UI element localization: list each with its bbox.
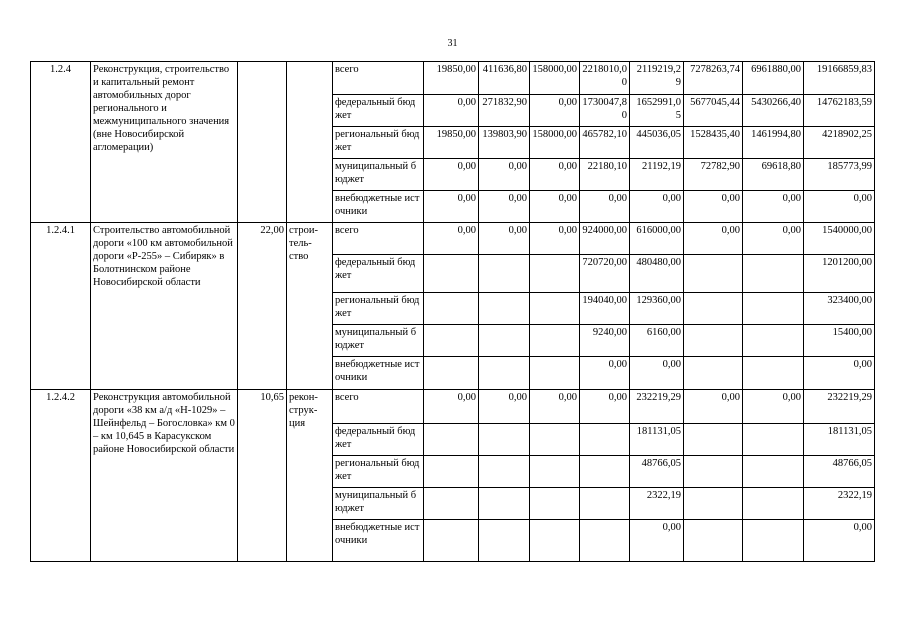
amount-cell: 4218902,25 (804, 127, 875, 159)
amount-cell (424, 357, 479, 390)
amount-cell: 465782,10 (580, 127, 630, 159)
amount-cell: 0,00 (804, 191, 875, 223)
amount-cell (684, 424, 743, 456)
amount-cell (424, 293, 479, 325)
item-length (238, 62, 287, 223)
amount-cell: 2119219,29 (630, 62, 684, 95)
amount-cell: 181131,05 (804, 424, 875, 456)
amount-cell: 1652991,05 (630, 95, 684, 127)
amount-cell (743, 424, 804, 456)
amount-cell: 323400,00 (804, 293, 875, 325)
amount-cell: 19850,00 (424, 62, 479, 95)
amount-cell: 0,00 (804, 520, 875, 562)
item-work-kind: рекон-струк-ция (287, 390, 333, 562)
amount-cell: 7278263,74 (684, 62, 743, 95)
amount-cell: 0,00 (479, 390, 530, 424)
item-code: 1.2.4.2 (31, 390, 91, 562)
amount-cell: 5677045,44 (684, 95, 743, 127)
funding-source-label: региональный бюджет (333, 456, 424, 488)
amount-cell: 0,00 (424, 159, 479, 191)
amount-cell: 924000,00 (580, 223, 630, 255)
amount-cell: 480480,00 (630, 255, 684, 293)
amount-cell: 0,00 (630, 191, 684, 223)
budget-table-body (31, 62, 875, 562)
amount-cell: 194040,00 (580, 293, 630, 325)
amount-cell (743, 325, 804, 357)
amount-cell: 0,00 (479, 191, 530, 223)
amount-cell: 0,00 (684, 191, 743, 223)
amount-cell (743, 357, 804, 390)
amount-cell (684, 488, 743, 520)
amount-cell (424, 424, 479, 456)
item-work-kind: строи-тель-ство (287, 223, 333, 390)
amount-cell: 0,00 (743, 223, 804, 255)
amount-cell: 48766,05 (630, 456, 684, 488)
amount-cell: 0,00 (479, 159, 530, 191)
amount-cell: 0,00 (530, 159, 580, 191)
funding-source-label: внебюджетные источники (333, 191, 424, 223)
amount-cell: 445036,05 (630, 127, 684, 159)
funding-source-label: всего (333, 390, 424, 424)
amount-cell: 0,00 (684, 390, 743, 424)
amount-cell: 0,00 (804, 357, 875, 390)
amount-cell (479, 293, 530, 325)
amount-cell: 158000,00 (530, 127, 580, 159)
amount-cell (530, 293, 580, 325)
amount-cell (580, 456, 630, 488)
amount-cell: 181131,05 (630, 424, 684, 456)
funding-source-label: региональный бюджет (333, 293, 424, 325)
amount-cell: 0,00 (630, 357, 684, 390)
amount-cell: 1730047,80 (580, 95, 630, 127)
funding-source-label: муниципальный бюджет (333, 488, 424, 520)
amount-cell: 139803,90 (479, 127, 530, 159)
amount-cell: 271832,90 (479, 95, 530, 127)
amount-cell (684, 357, 743, 390)
amount-cell (684, 293, 743, 325)
amount-cell: 19166859,83 (804, 62, 875, 95)
table-row (31, 62, 875, 95)
amount-cell: 2322,19 (804, 488, 875, 520)
amount-cell: 6961880,00 (743, 62, 804, 95)
amount-cell (424, 520, 479, 562)
amount-cell: 2322,19 (630, 488, 684, 520)
amount-cell: 21192,19 (630, 159, 684, 191)
amount-cell (424, 488, 479, 520)
amount-cell: 232219,29 (804, 390, 875, 424)
amount-cell (530, 325, 580, 357)
funding-source-label: муниципальный бюджет (333, 325, 424, 357)
amount-cell: 22180,10 (580, 159, 630, 191)
amount-cell: 69618,80 (743, 159, 804, 191)
amount-cell: 72782,90 (684, 159, 743, 191)
amount-cell (424, 456, 479, 488)
amount-cell (743, 456, 804, 488)
amount-cell (743, 255, 804, 293)
amount-cell: 0,00 (630, 520, 684, 562)
amount-cell (479, 357, 530, 390)
amount-cell (684, 456, 743, 488)
amount-cell: 411636,80 (479, 62, 530, 95)
amount-cell: 48766,05 (804, 456, 875, 488)
amount-cell (479, 424, 530, 456)
item-code: 1.2.4 (31, 62, 91, 223)
amount-cell: 0,00 (424, 191, 479, 223)
amount-cell: 15400,00 (804, 325, 875, 357)
funding-source-label: всего (333, 223, 424, 255)
amount-cell: 1201200,00 (804, 255, 875, 293)
amount-cell (580, 520, 630, 562)
amount-cell: 129360,00 (630, 293, 684, 325)
amount-cell: 6160,00 (630, 325, 684, 357)
amount-cell (530, 520, 580, 562)
amount-cell: 0,00 (424, 223, 479, 255)
amount-cell (580, 488, 630, 520)
amount-cell (530, 255, 580, 293)
amount-cell: 0,00 (743, 191, 804, 223)
amount-cell (743, 293, 804, 325)
table-row (31, 390, 875, 424)
amount-cell: 9240,00 (580, 325, 630, 357)
item-length: 10,65 (238, 390, 287, 562)
table-row (31, 223, 875, 255)
amount-cell: 14762183,59 (804, 95, 875, 127)
amount-cell (479, 488, 530, 520)
item-length: 22,00 (238, 223, 287, 390)
amount-cell (530, 424, 580, 456)
amount-cell (684, 325, 743, 357)
funding-source-label: всего (333, 62, 424, 95)
amount-cell: 0,00 (580, 390, 630, 424)
funding-source-label: внебюджетные источники (333, 357, 424, 390)
amount-cell (479, 456, 530, 488)
amount-cell: 0,00 (580, 357, 630, 390)
funding-source-label: федеральный бюджет (333, 424, 424, 456)
amount-cell: 1540000,00 (804, 223, 875, 255)
amount-cell: 0,00 (530, 191, 580, 223)
amount-cell (743, 520, 804, 562)
amount-cell: 0,00 (743, 390, 804, 424)
amount-cell: 185773,99 (804, 159, 875, 191)
amount-cell: 0,00 (479, 223, 530, 255)
amount-cell (479, 325, 530, 357)
amount-cell: 0,00 (530, 223, 580, 255)
amount-cell: 0,00 (424, 95, 479, 127)
amount-cell: 2218010,00 (580, 62, 630, 95)
amount-cell: 232219,29 (630, 390, 684, 424)
amount-cell: 158000,00 (530, 62, 580, 95)
item-name: Реконструкция, строительство и капитальный ремонт автомобильных дорог регионального и межмуниципального значения (вне Новосибирской агломерации) (91, 62, 238, 223)
amount-cell (479, 255, 530, 293)
amount-cell: 0,00 (580, 191, 630, 223)
funding-source-label: внебюджетные источники (333, 520, 424, 562)
amount-cell: 0,00 (684, 223, 743, 255)
amount-cell (684, 520, 743, 562)
amount-cell (743, 488, 804, 520)
page-number: 31 (447, 38, 458, 49)
funding-source-label: федеральный бюджет (333, 95, 424, 127)
amount-cell: 616000,00 (630, 223, 684, 255)
amount-cell: 0,00 (530, 390, 580, 424)
item-code: 1.2.4.1 (31, 223, 91, 390)
amount-cell (479, 520, 530, 562)
amount-cell: 1461994,80 (743, 127, 804, 159)
item-name: Строительство автомобильной дороги «100 км автомобильной дороги «Р-255» – Сибиряк» в Болотнинском районе Новосибирской области (91, 223, 238, 390)
budget-table (30, 61, 875, 562)
amount-cell (424, 325, 479, 357)
item-work-kind (287, 62, 333, 223)
amount-cell (530, 488, 580, 520)
amount-cell: 0,00 (424, 390, 479, 424)
amount-cell (424, 255, 479, 293)
funding-source-label: региональный бюджет (333, 127, 424, 159)
amount-cell (580, 424, 630, 456)
amount-cell: 0,00 (530, 95, 580, 127)
amount-cell: 720720,00 (580, 255, 630, 293)
amount-cell: 19850,00 (424, 127, 479, 159)
amount-cell (530, 357, 580, 390)
funding-source-label: муниципальный бюджет (333, 159, 424, 191)
amount-cell (684, 255, 743, 293)
amount-cell (530, 456, 580, 488)
amount-cell: 1528435,40 (684, 127, 743, 159)
funding-source-label: федеральный бюджет (333, 255, 424, 293)
item-name: Реконструкция автомобильной дороги «38 км а/д «Н-1029» – Шейнфельд – Богословка» км 0 – км 10,645 в Карасукском районе Новосибирской области (91, 390, 238, 562)
amount-cell: 5430266,40 (743, 95, 804, 127)
